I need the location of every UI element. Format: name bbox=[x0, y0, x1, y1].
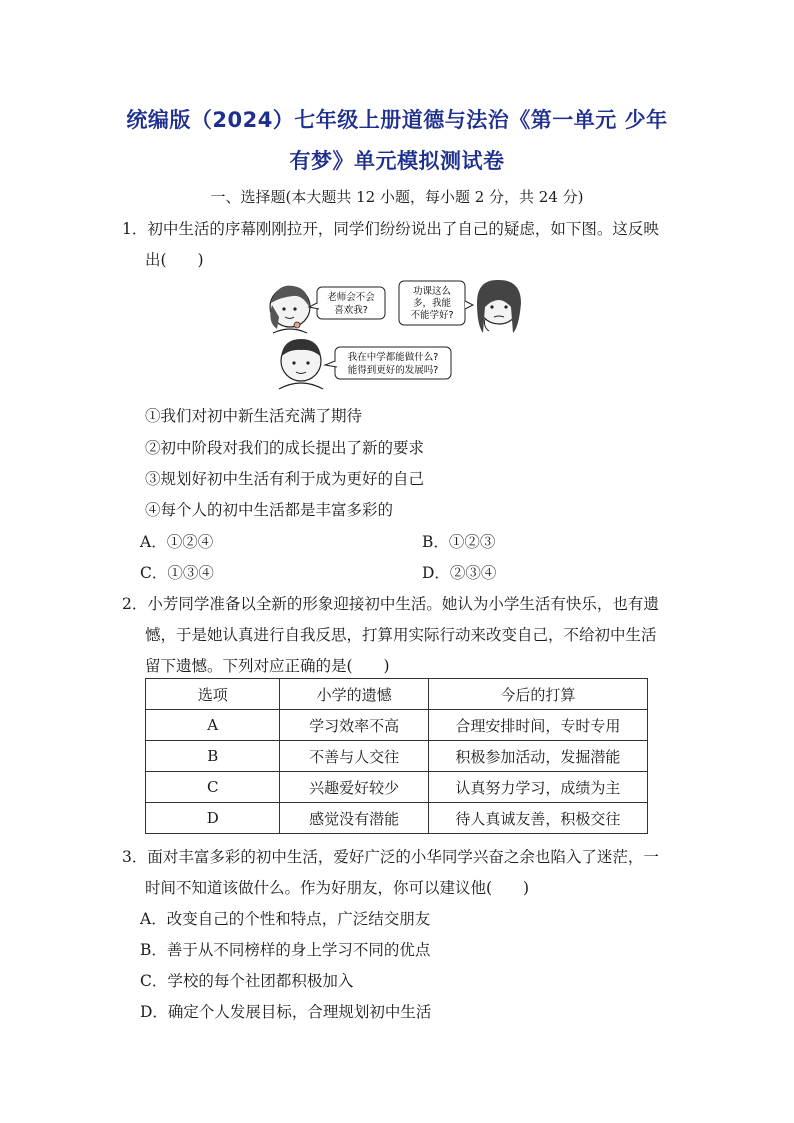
table-header: 今后的打算 bbox=[428, 679, 647, 710]
bubble-3-line-2: 能得到更好的发展吗? bbox=[347, 365, 439, 376]
speech-bubble-3 bbox=[325, 347, 451, 379]
table-cell: 不善与人交往 bbox=[280, 741, 428, 772]
q2-stem-line-2: 憾，于是她认真进行自我反思，打算用实际行动来改变自己，不给初中生活 bbox=[145, 626, 657, 644]
bubble-2-line-3: 不能学好? bbox=[410, 310, 454, 321]
bubble-1-line-1: 老师会不会 bbox=[327, 292, 375, 303]
q3-option-a: A．改变自己的个性和特点，广泛结交朋友 bbox=[140, 910, 431, 928]
table-header: 选项 bbox=[146, 679, 280, 710]
table-cell: C bbox=[146, 772, 280, 803]
bubble-2-line-2: 多，我能 bbox=[412, 298, 452, 309]
table-cell: B bbox=[146, 741, 280, 772]
q1-statement-2: ②初中阶段对我们的成长提出了新的要求 bbox=[145, 439, 425, 457]
table-header-row bbox=[146, 679, 648, 710]
q1-statement-1: ①我们对初中新生活充满了期待 bbox=[145, 407, 363, 425]
table-cell: 积极参加活动，发掘潜能 bbox=[428, 741, 647, 772]
q1-illustration bbox=[263, 277, 533, 395]
table-row bbox=[146, 772, 648, 803]
q1-option-d: D．②③④ bbox=[422, 564, 497, 582]
q1-stem-line-1: 1．初中生活的序幕刚刚拉开，同学们纷纷说出了自己的疑虑，如下图。这反映 bbox=[122, 220, 659, 238]
table-cell: D bbox=[146, 803, 280, 834]
table-row bbox=[146, 710, 648, 741]
q1-statement-3: ③规划好初中生活有利于成为更好的自己 bbox=[145, 470, 425, 488]
q3-option-b: B．善于从不同榜样的身上学习不同的优点 bbox=[140, 941, 431, 959]
table-row bbox=[146, 803, 648, 834]
q1-option-b: B．①②③ bbox=[422, 533, 496, 551]
table-header: 小学的遗憾 bbox=[280, 679, 428, 710]
table-row bbox=[146, 741, 648, 772]
table-cell: 合理安排时间，专时专用 bbox=[428, 710, 647, 741]
table-cell: 待人真诚友善，积极交往 bbox=[428, 803, 647, 834]
table-cell: 学习效率不高 bbox=[280, 710, 428, 741]
exam-title-line-1: 统编版（2024）七年级上册道德与法治《第一单元 少年 bbox=[126, 108, 668, 132]
q1-option-a: A．①②④ bbox=[140, 533, 214, 551]
speech-bubble-2 bbox=[399, 281, 473, 325]
table-cell: A bbox=[146, 710, 280, 741]
speech-bubble-1 bbox=[309, 287, 385, 319]
student-girl-right-icon bbox=[477, 280, 521, 333]
student-boy-icon bbox=[279, 339, 323, 389]
q2-table bbox=[145, 678, 648, 834]
section-heading: 一、选择题(本大题共 12 小题，每小题 2 分，共 24 分) bbox=[210, 188, 584, 206]
table-cell: 兴趣爱好较少 bbox=[280, 772, 428, 803]
bubble-2-line-1: 功课这么 bbox=[412, 286, 452, 297]
q1-statement-4: ④每个人的初中生活都是丰富多彩的 bbox=[145, 501, 394, 519]
exam-title-line-2: 有梦》单元模拟测试卷 bbox=[289, 149, 505, 173]
bubble-3-line-1: 我在中学都能做什么? bbox=[347, 352, 439, 363]
table-cell: 感觉没有潜能 bbox=[280, 803, 428, 834]
q1-stem-line-2: 出( ) bbox=[145, 251, 204, 269]
q3-option-d: D．确定个人发展目标，合理规划初中生活 bbox=[140, 1003, 432, 1021]
bubble-1-line-2: 喜欢我? bbox=[334, 305, 368, 316]
q3-option-c: C．学校的每个社团都积极加入 bbox=[140, 972, 354, 990]
q2-stem-line-3: 留下遗憾。下列对应正确的是( ) bbox=[145, 657, 390, 675]
q2-stem-line-1: 2．小芳同学准备以全新的形象迎接初中生活。她认为小学生活有快乐，也有遗 bbox=[122, 595, 659, 613]
q1-option-c: C．①③④ bbox=[140, 564, 214, 582]
q3-stem-line-1: 3．面对丰富多彩的初中生活，爱好广泛的小华同学兴奋之余也陷入了迷茫，一 bbox=[122, 848, 659, 866]
q3-stem-line-2: 时间不知道该做什么。作为好朋友，你可以建议他( ) bbox=[145, 879, 530, 897]
table-cell: 认真努力学习，成绩为主 bbox=[428, 772, 647, 803]
student-girl-left-icon bbox=[270, 286, 310, 333]
